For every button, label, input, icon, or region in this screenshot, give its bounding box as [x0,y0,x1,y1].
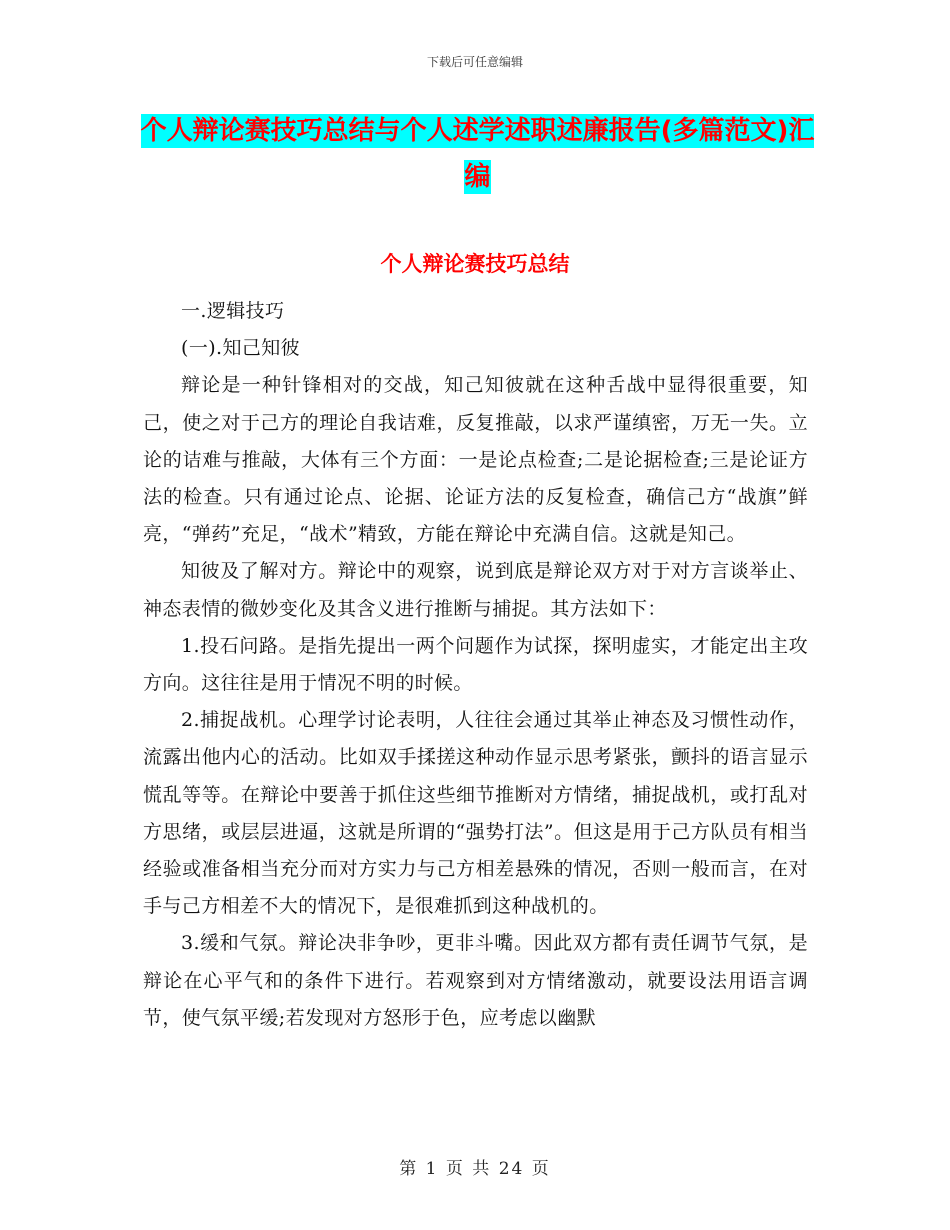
document-title [140,108,815,200]
paragraph-know-opponent: 知彼及了解对方。辩论中的观察，说到底是辩论双方对于对方言谈举止、神态表情的微妙变化及其含义进行推断与捕捉。其方法如下： [143,560,808,620]
paragraph-know-yourself: 辩论是一种针锋相对的交战，知己知彼就在这种舌战中显得很重要，知己，使之对于己方的理论自我诘难，反复推敲，以求严谨缜密，万无一失。立论的诘难与推敲，大体有三个方面：一是论点检查;二是论据检查;三是论证方法的检查。只有通过论点、论据、论证方法的反复检查，确信己方“战旗”鲜亮，“弹药”充足，“战术”精致，方能在辩论中充满自信。这就是知己。 [143,374,808,546]
document-title-text: 个人辩论赛技巧总结与个人述学述职述廉报告(多篇范文)汇编 [140,116,815,192]
page-header-note: 下载后可任意编辑 [426,55,523,69]
subheading-know-yourself: (一).知己知彼 [181,337,301,360]
page-footer: 第 1 页 共 24 页 [399,1159,551,1179]
paragraph-method-1: 1.投石问路。是指先提出一两个问题作为试探，探明虚实，才能定出主攻方向。这往往是用于情况不明的时候。 [143,634,808,695]
document-body [143,293,808,1037]
section-title: 个人辩论赛技巧总结 [380,252,570,276]
paragraph-method-2: 2.捕捉战机。心理学讨论表明，人往往会通过其举止神态及习惯性动作，流露出他内心的活动。比如双手揉搓这种动作显示思考紧张，颤抖的语言显示慌乱等等。在辩论中要善于抓住这些细节推断对方情绪，捕捉战机，或打乱对方思绪，或层层进逼，这就是所谓的“强势打法”。但这是用于己方队员有相当经验或准备相当充分而对方实力与己方相差悬殊的情况，否则一般而言，在对手与己方相差不大的情况下，是很难抓到这种战机的。 [143,709,808,918]
paragraph-method-3: 3.缓和气氛。辩论决非争吵，更非斗嘴。因此双方都有责任调节气氛，是辩论在心平气和的条件下进行。若观察到对方情绪激动，就要设法用语言调节，使气氛平缓;若发现对方怒形于色，应考虑以幽默 [143,932,808,1029]
heading-logic-skills: 一.逻辑技巧 [181,300,285,322]
